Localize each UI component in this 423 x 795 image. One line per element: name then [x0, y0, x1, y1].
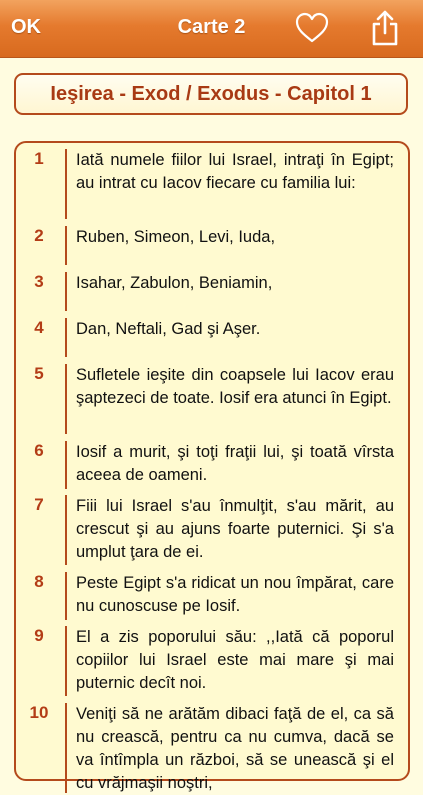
- verse-text: Isahar, Zabulon, Beniamin,: [76, 274, 273, 292]
- verse-text: Iosif a murit, şi toţi fraţii lui, şi toată vîrsta aceea de oameni.: [76, 443, 394, 484]
- navigation-bar: [0, 0, 423, 58]
- verse-text: Sufletele ieşite din coapsele lui Iacov erau şaptezeci de toate. Iosif era atunci în Egipt.: [76, 366, 394, 407]
- verse-text: Peste Egipt s'a ridicat un nou împărat, care nu cunoscuse pe Iosif.: [76, 574, 394, 615]
- heart-outline-icon[interactable]: [295, 12, 329, 44]
- verse-text: Fiii lui Israel s'au înmulţit, s'au mărit, au crescut şi au ajuns foarte puternici. Şi s'a umplut ţara de ei.: [76, 497, 394, 561]
- chapter-title: Ieşirea - Exod / Exodus - Capitol 1: [14, 73, 408, 115]
- page-title: Carte 2: [177, 16, 246, 38]
- verse-number: 4: [34, 318, 44, 337]
- verse-number: 6: [34, 441, 44, 460]
- verse-number: 8: [34, 572, 44, 591]
- verses-panel[interactable]: [14, 141, 410, 792]
- verse-divider: [65, 318, 67, 357]
- verse-divider: [65, 226, 67, 265]
- verse-divider: [65, 364, 67, 434]
- verse-divider: [65, 441, 67, 489]
- verse-number: 5: [34, 364, 44, 383]
- verse-divider: [65, 572, 67, 620]
- verse-number: 1: [34, 149, 44, 168]
- verse-number: 9: [34, 626, 44, 645]
- verse-text: Iată numele fiilor lui Israel, intraţi în Egipt; au intrat cu Iacov fiecare cu familia lui:: [76, 151, 394, 192]
- verse-number: 7: [34, 495, 44, 514]
- verse-divider: [65, 149, 67, 219]
- verse-number: 3: [34, 272, 44, 291]
- verse-divider: [65, 626, 67, 696]
- verse-number: 2: [34, 226, 44, 245]
- verse-text: El a zis poporului său: ,,Iată că poporul copiilor lui Israel este mai mare şi mai puternic decît noi.: [76, 628, 394, 692]
- share-icon[interactable]: [371, 9, 399, 47]
- ok-button[interactable]: OK: [11, 16, 41, 38]
- verse-divider: [65, 703, 67, 793]
- verse-text: Veniţi să ne arătăm dibaci faţă de el, ca să nu crească, pentru ca nu cumva, dacă se va întîmpla un război, să se unească şi el cu vrăjmaşii noştri,: [76, 705, 394, 792]
- verse-text: Dan, Neftali, Gad şi Aşer.: [76, 320, 261, 338]
- verse-divider: [65, 495, 67, 565]
- verse-text: Ruben, Simeon, Levi, Iuda,: [76, 228, 276, 246]
- verse-divider: [65, 272, 67, 311]
- verse-number: 10: [29, 703, 49, 722]
